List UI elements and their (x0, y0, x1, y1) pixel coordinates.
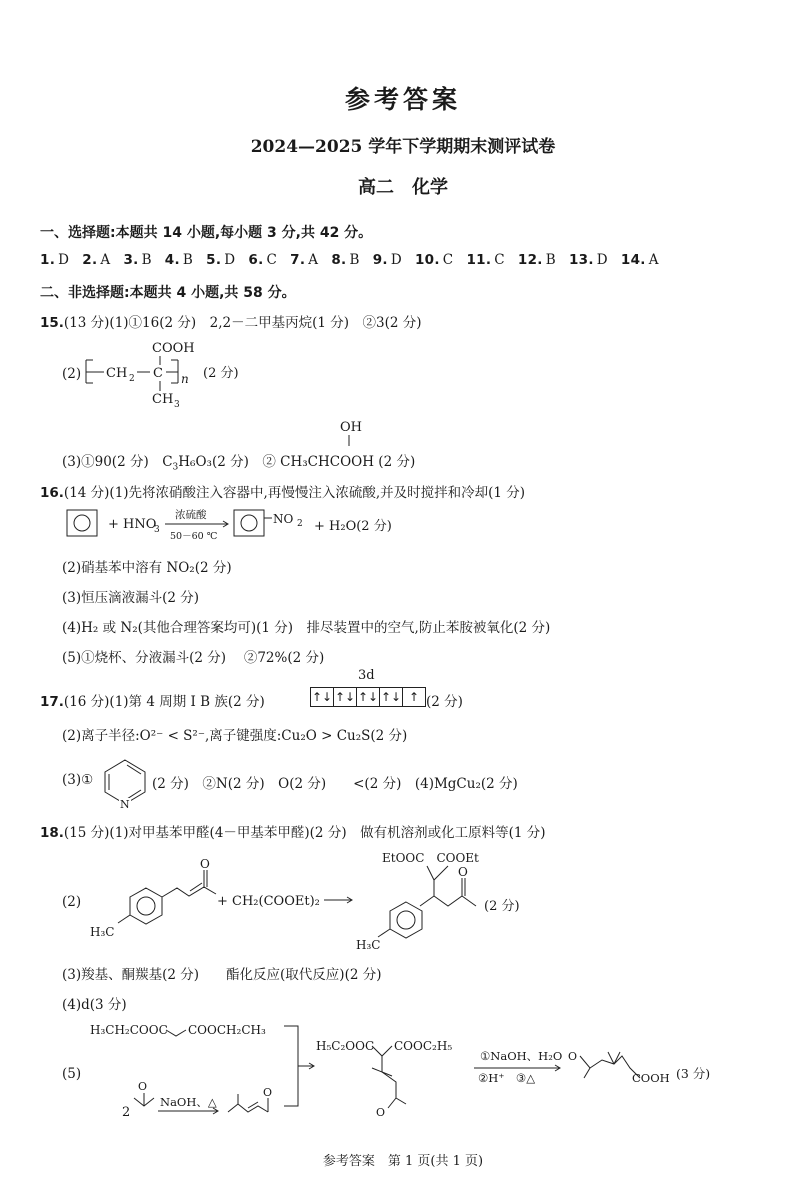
q18-ester-left: H₃CH₂COOC (90, 1023, 168, 1037)
q18-intermediate-right: COOC₂H₅ (394, 1039, 453, 1053)
q18-synthesis-route (88, 1016, 728, 1128)
mc-answer-number: 2. (82, 252, 98, 268)
mc-answer-letter: A (648, 252, 659, 268)
q16-part5: (5)①烧杯、分液漏斗(2 分) ②72%(2 分) (62, 650, 325, 666)
q16-part2: (2)硝基苯中溶有 NO₂(2 分) (62, 560, 232, 576)
mc-answer-letter: C (494, 252, 505, 268)
q17-line1 (40, 690, 265, 710)
orbital-box: ↑↓ (311, 690, 333, 704)
q18-ester-right: COOCH₂CH₃ (188, 1023, 266, 1037)
q18-step-condition-2: ②H⁺ ③△ (478, 1071, 536, 1085)
q15-oh-group (336, 417, 376, 447)
svg-text:3: 3 (154, 525, 160, 535)
q15-part1: (13 分)(1)①16(2 分) 2,2－二甲基丙烷(1 分) ②3(2 分) (63, 315, 422, 331)
q15-ch2-label: CH (106, 366, 128, 381)
mc-answer-letter: D (224, 252, 236, 268)
pyridine-structure (100, 757, 150, 809)
mc-answer-number: 3. (123, 252, 139, 268)
q18-part4: (4)d(3 分) (62, 997, 127, 1013)
mc-answer (518, 252, 556, 268)
section1-heading: 一、选择题:本题共 14 小题,每小题 3 分,共 42 分。 (40, 225, 373, 241)
mc-answer-letter: A (308, 252, 319, 268)
mc-answer (82, 252, 110, 268)
q18-michael-addition-scheme (86, 850, 536, 950)
orbital-3d-label: 3d (358, 668, 375, 683)
q16-no2-label: NO (273, 512, 294, 526)
q18-part2-score: (2 分) (484, 899, 520, 914)
q16-equation-tail: + H₂O(2 分) (314, 519, 392, 534)
q16-condition-top: 浓硫酸 (175, 509, 207, 521)
svg-text:O: O (138, 1080, 148, 1093)
q15-number: 15. (40, 315, 64, 331)
q15-ch3-label: CH (152, 392, 174, 407)
mc-answers-row (40, 252, 672, 268)
mc-answer-letter: B (545, 252, 556, 268)
q16-hno3-label: + HNO (108, 517, 157, 532)
q17-part1: (16 分)(1)第 4 周期 Ⅰ B 族(2 分) (63, 694, 265, 710)
q15-part2-prefix: (2) (62, 366, 82, 382)
mc-answer (165, 252, 193, 268)
q15-part2-score: (2 分) (203, 366, 239, 381)
svg-text:O: O (263, 1086, 273, 1099)
q18-part1: (15 分)(1)对甲基苯甲醛(4－甲基苯甲醛)(2 分) 做有机溶剂或化工原料等(1 分) (63, 825, 546, 841)
mc-answer-letter: C (442, 252, 454, 268)
q15-cooh-label: COOH (152, 341, 195, 356)
q18-product-h3c: H₃C (356, 938, 381, 950)
q18-part3: (3)羧基、酮羰基(2 分) 酯化反应(取代反应)(2 分) (62, 967, 382, 983)
orbital-box: ↑↓ (380, 690, 402, 704)
q17-part3-prefix: (3)① (62, 772, 94, 788)
q18-final-cooh: COOH (632, 1071, 670, 1085)
orbital-box: ↑↓ (334, 690, 356, 704)
mc-answer-number: 12. (517, 252, 543, 268)
mc-answer-number: 11. (466, 252, 492, 268)
mc-answer-number: 10. (414, 252, 440, 268)
mc-answer (290, 252, 318, 268)
mc-answer-number: 6. (248, 252, 264, 268)
exam-subtitle: 2024—2025 学年下学期期末测评试卷 (250, 137, 556, 157)
q17-orbital-score: (2 分) (426, 694, 463, 710)
mc-answer (569, 252, 608, 268)
page-title: 参考答案 (344, 85, 461, 114)
q18-naoh-condition: NaOH、△ (160, 1095, 217, 1109)
page-footer: 参考答案 第 1 页(共 1 页) (322, 1154, 484, 1169)
mc-answer (248, 252, 277, 268)
mc-answer (40, 252, 69, 268)
mc-answer-number: 4. (164, 252, 180, 268)
mc-answer-letter: B (349, 252, 360, 268)
mc-answer (373, 252, 402, 268)
mc-answer-letter: C (266, 252, 278, 268)
mc-answer-letter: D (596, 252, 608, 268)
q16-part3: (3)恒压滴液漏斗(2 分) (62, 590, 200, 606)
q16-part4: (4)H₂ 或 N₂(其他合理答案均可)(1 分) 排尽装置中的空气,防止苯胺被氧化(2 分) (62, 620, 551, 636)
q18-line1 (40, 821, 546, 841)
mc-answer-number: 7. (290, 252, 306, 268)
svg-text:O: O (200, 857, 210, 871)
mc-answer-number: 5. (206, 252, 222, 268)
q16-number: 16. (40, 485, 64, 501)
q18-reagent-label: + CH₂(COOEt)₂ (217, 894, 320, 909)
q15-polymer-structure (84, 335, 284, 410)
q18-coefficient-two: 2 (122, 1105, 131, 1120)
svg-text:O: O (568, 1050, 578, 1063)
mc-answer (415, 252, 453, 268)
q18-reactant-h3c: H₃C (90, 925, 115, 939)
mc-answer-number: 8. (331, 252, 347, 268)
subject-title: 高二 化学 (358, 177, 448, 198)
q16-condition-bottom: 50－60 ℃ (170, 531, 218, 542)
q16-part1: (14 分)(1)先将浓硝酸注入容器中,再慢慢注入浓硫酸,并及时搅拌和冷却(1 分) (63, 485, 526, 501)
q15-part3-text: (3)①90(2 分) C (62, 454, 173, 470)
q15-part3: (3)①90(2 分) $C_3H_6O_3(2$ 分) ② CH₃CHCOOH (2 分) (62, 454, 416, 473)
svg-text:O: O (376, 1106, 386, 1119)
mc-answer (206, 252, 235, 268)
q15-c-label: C (153, 366, 163, 381)
mc-answer (123, 252, 151, 268)
mc-answer (466, 252, 504, 268)
orbital-box: ↑↓ (357, 690, 379, 704)
q15-line1 (40, 311, 422, 331)
q15-n-subscript: n (181, 372, 189, 386)
q18-intermediate-left: H₅C₂OOC (316, 1039, 375, 1053)
orbital-diagram-3d (310, 687, 426, 707)
mc-answer-number: 13. (568, 252, 594, 268)
q18-product-esters: EtOOC COOEt (382, 851, 479, 865)
svg-text:2: 2 (129, 374, 135, 384)
mc-answer-letter: D (58, 252, 70, 268)
q18-part5-score: (3 分) (676, 1066, 711, 1081)
q17-number: 17. (40, 694, 64, 710)
mc-answer-number: 1. (40, 252, 56, 268)
q17-part2: (2)离子半径:O²⁻ < S²⁻,离子键强度:Cu₂O > Cu₂S(2 分) (62, 728, 408, 744)
mc-answer-letter: B (182, 252, 194, 268)
q16-nitration-equation (64, 506, 424, 546)
mc-answer-number: 9. (372, 252, 388, 268)
q16-line1 (40, 481, 525, 501)
mc-answer (331, 252, 359, 268)
q18-part5-prefix: (5) (62, 1066, 82, 1082)
mc-answer-letter: A (100, 252, 111, 268)
svg-text:2: 2 (297, 519, 303, 529)
orbital-box: ↑ (408, 690, 420, 704)
q17-part3-rest: (2 分) ②N(2 分) O(2 分) <(2 分) (4)MgCu₂(2 分) (152, 776, 518, 792)
q18-number: 18. (40, 825, 64, 841)
section2-heading: 二、非选择题:本题共 4 小题,共 58 分。 (40, 285, 296, 301)
svg-text:O: O (458, 865, 468, 879)
mc-answer-number: 14. (620, 252, 646, 268)
mc-answer-letter: D (390, 252, 402, 268)
q15-oh-label: OH (340, 420, 362, 435)
pyridine-n-label: N (120, 798, 130, 809)
q18-step-condition-1: ①NaOH、H₂O (480, 1049, 563, 1063)
svg-text:3: 3 (174, 400, 180, 410)
q15-part3-formula: H₆O₃(2 分) ② CH₃CHCOOH (2 分) (178, 454, 416, 470)
mc-answer (621, 252, 659, 268)
q18-part2-prefix: (2) (62, 894, 82, 910)
mc-answer-letter: B (141, 252, 152, 268)
